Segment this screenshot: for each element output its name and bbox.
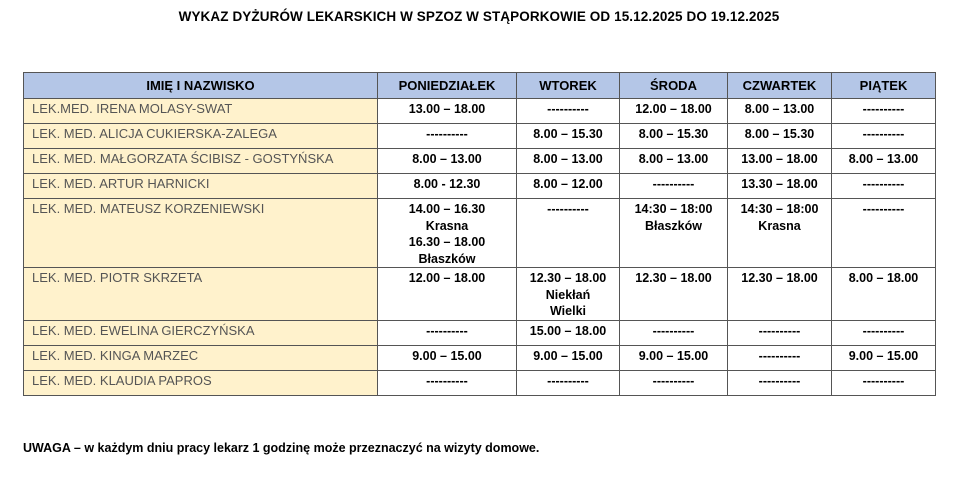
duty-cell: 13.00 – 18.00	[728, 149, 832, 174]
duty-cell: 12.30 – 18.00	[728, 268, 832, 321]
duty-cell: 14.00 – 16.30 Krasna 16.30 – 18.00 Błaszków	[378, 199, 517, 268]
duty-cell: ----------	[832, 124, 936, 149]
page-title: WYKAZ DYŻURÓW LEKARSKICH W SPZOZ W STĄPORKOWIE OD 15.12.2025 DO 19.12.2025	[178, 9, 780, 24]
table-row	[24, 149, 936, 174]
table-row	[24, 99, 936, 124]
duty-schedule-table	[23, 72, 936, 396]
duty-cell: ----------	[728, 370, 832, 395]
duty-cell: 8.00 – 13.00	[378, 149, 517, 174]
duty-cell: 14:30 – 18:00 Krasna	[728, 199, 832, 268]
duty-cell: 8.00 – 13.00	[517, 149, 620, 174]
doctor-name: LEK.MED. IRENA MOLASY-SWAT	[24, 99, 378, 124]
doctor-name: LEK. MED. KINGA MARZEC	[24, 345, 378, 370]
doctor-name: LEK. MED. ARTUR HARNICKI	[24, 174, 378, 199]
header-friday: PIĄTEK	[832, 73, 936, 99]
table-row	[24, 345, 936, 370]
duty-cell: 12.00 – 18.00	[378, 268, 517, 321]
duty-cell: 8.00 – 18.00	[832, 268, 936, 321]
duty-cell: 13.30 – 18.00	[728, 174, 832, 199]
table-header-row	[24, 73, 936, 99]
table-row	[24, 370, 936, 395]
duty-cell: ----------	[832, 174, 936, 199]
doctor-name: LEK. MED. KLAUDIA PAPROS	[24, 370, 378, 395]
header-wednesday: ŚRODA	[620, 73, 728, 99]
table-row	[24, 268, 936, 321]
duty-cell: ----------	[620, 370, 728, 395]
header-tuesday: WTOREK	[517, 73, 620, 99]
duty-cell: ----------	[517, 370, 620, 395]
duty-cell: ----------	[832, 199, 936, 268]
duty-cell: 9.00 – 15.00	[620, 345, 728, 370]
duty-cell: ----------	[728, 320, 832, 345]
table-row	[24, 124, 936, 149]
doctor-name: LEK. MED. EWELINA GIERCZYŃSKA	[24, 320, 378, 345]
duty-cell: 9.00 – 15.00	[378, 345, 517, 370]
duty-cell: ----------	[517, 99, 620, 124]
duty-cell: 13.00 – 18.00	[378, 99, 517, 124]
table-row	[24, 174, 936, 199]
duty-cell: ----------	[378, 370, 517, 395]
duty-cell: 8.00 – 13.00	[832, 149, 936, 174]
duty-cell: 14:30 – 18:00 Błaszków	[620, 199, 728, 268]
duty-cell: 12.30 – 18.00 Niekłań Wielki	[517, 268, 620, 321]
header-monday: PONIEDZIAŁEK	[378, 73, 517, 99]
duty-cell: 15.00 – 18.00	[517, 320, 620, 345]
duty-cell: ----------	[517, 199, 620, 268]
duty-cell: 8.00 – 13.00	[620, 149, 728, 174]
duty-cell: 8.00 – 13.00	[728, 99, 832, 124]
duty-cell: ----------	[620, 320, 728, 345]
doctor-name: LEK. MED. ALICJA CUKIERSKA-ZALEGA	[24, 124, 378, 149]
doctor-name: LEK. MED. PIOTR SKRZETA	[24, 268, 378, 321]
header-name: IMIĘ I NAZWISKO	[24, 73, 378, 99]
duty-cell: ----------	[378, 124, 517, 149]
duty-cell: ----------	[728, 345, 832, 370]
duty-cell: 8.00 – 12.00	[517, 174, 620, 199]
doctor-name: LEK. MED. MATEUSZ KORZENIEWSKI	[24, 199, 378, 268]
duty-cell: ----------	[620, 174, 728, 199]
duty-cell: 12.00 – 18.00	[620, 99, 728, 124]
note-text: UWAGA – w każdym dniu pracy lekarz 1 godzinę może przeznaczyć na wizyty domowe.	[23, 441, 540, 455]
header-thursday: CZWARTEK	[728, 73, 832, 99]
doctor-name: LEK. MED. MAŁGORZATA ŚCIBISZ - GOSTYŃSKA	[24, 149, 378, 174]
duty-cell: ----------	[832, 320, 936, 345]
duty-cell: 8.00 – 15.30	[728, 124, 832, 149]
duty-cell: ----------	[378, 320, 517, 345]
duty-cell: 9.00 – 15.00	[517, 345, 620, 370]
duty-cell: 8.00 – 15.30	[517, 124, 620, 149]
duty-cell: 8.00 – 15.30	[620, 124, 728, 149]
duty-cell: ----------	[832, 99, 936, 124]
duty-cell: 9.00 – 15.00	[832, 345, 936, 370]
table-row	[24, 320, 936, 345]
duty-cell: 12.30 – 18.00	[620, 268, 728, 321]
duty-cell: ----------	[832, 370, 936, 395]
table-row	[24, 199, 936, 268]
duty-cell: 8.00 - 12.30	[378, 174, 517, 199]
